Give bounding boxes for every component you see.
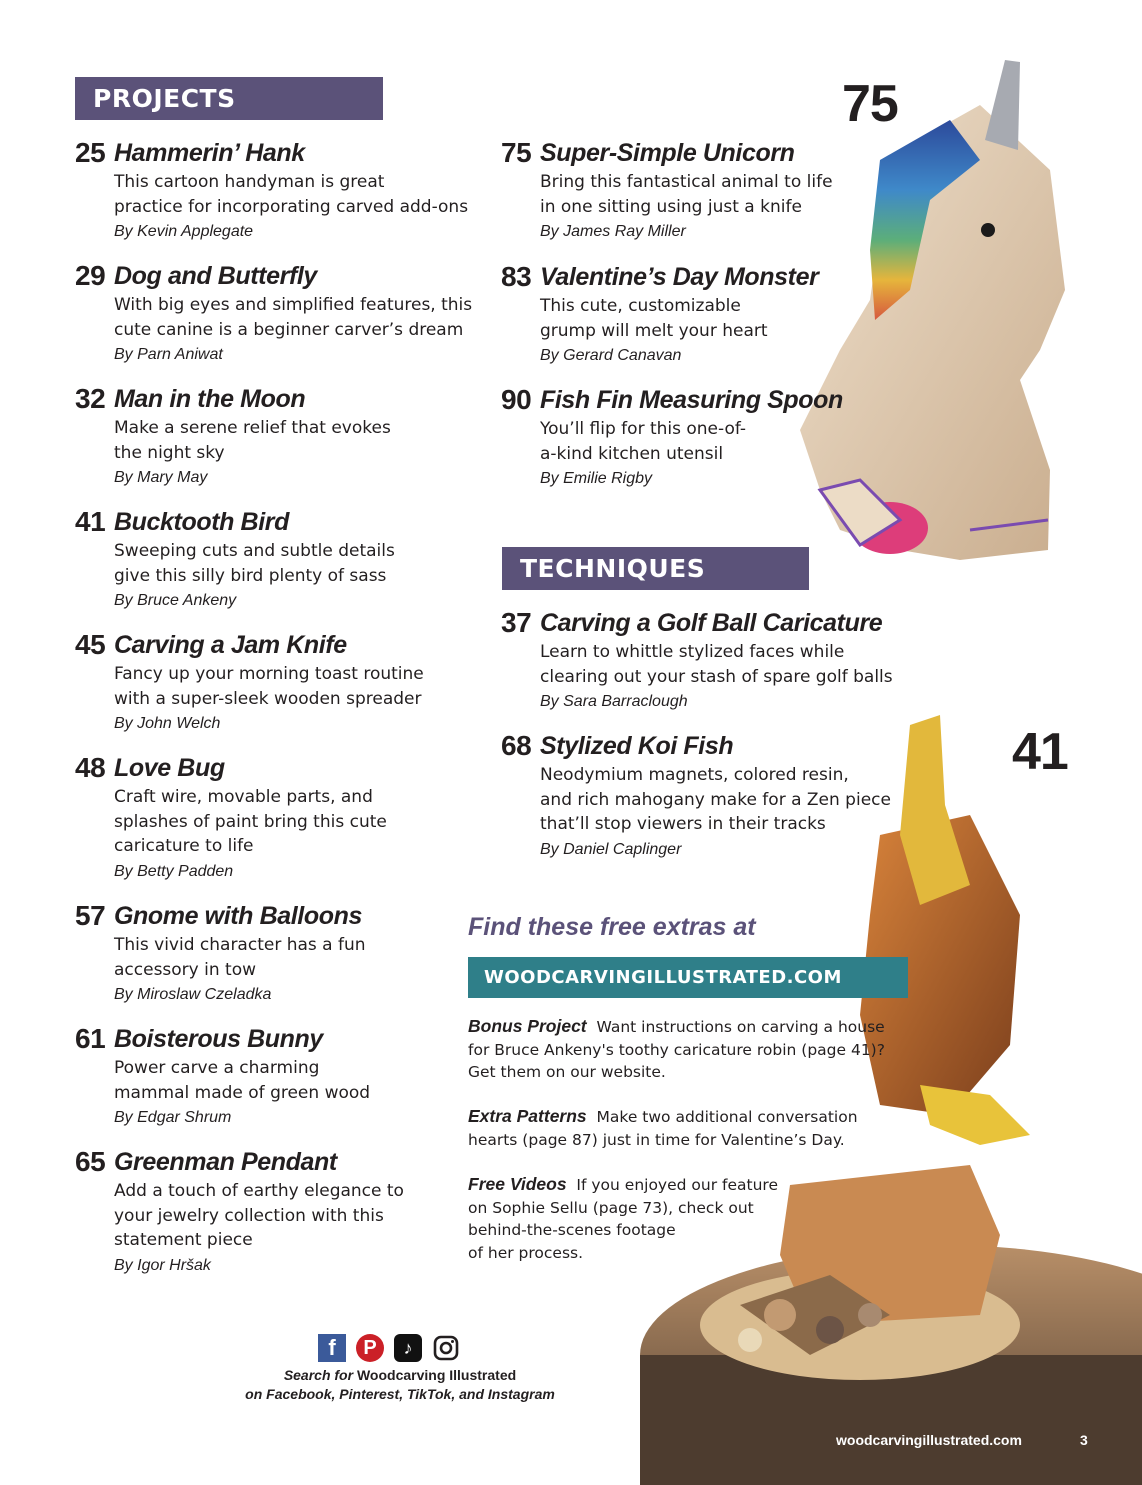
toc-entry[interactable]: [501, 729, 901, 862]
toc-entry[interactable]: [75, 628, 485, 736]
toc-entry[interactable]: [501, 606, 901, 714]
toc-description: Learn to whittle stylized faces while clearing out your stash of spare golf balls: [540, 642, 893, 687]
toc-entry[interactable]: [501, 260, 901, 368]
social-brand: Woodcarving Illustrated: [356, 1367, 517, 1383]
toc-title: Hammerin’ Hank: [114, 139, 305, 167]
toc-byline: By Emilie Rigby: [540, 470, 653, 487]
toc-title: Carving a Jam Knife: [114, 631, 347, 659]
toc-entry-head: [501, 383, 901, 417]
toc-description: Neodymium magnets, colored resin, and rich mahogany make for a Zen piece that’ll stop viewers in their tracks: [540, 765, 891, 834]
toc-page-number: 68: [501, 730, 532, 761]
toc-entry-head: [75, 899, 485, 933]
toc-page-number: 29: [75, 260, 106, 291]
toc-entry-head: [75, 382, 485, 416]
bird-page-label: 41: [1012, 723, 1068, 781]
toc-entry-head: [75, 628, 485, 662]
toc-title: Fish Fin Measuring Spoon: [540, 386, 843, 414]
toc-description: Power carve a charming mammal made of green wood: [114, 1058, 371, 1103]
toc-description: Craft wire, movable parts, and splashes of paint bring this cute caricature to life: [114, 787, 387, 856]
toc-entry-head: [501, 260, 901, 294]
toc-page-number: 48: [75, 752, 106, 783]
projects-header: PROJECTS: [75, 77, 383, 120]
toc-entry-head: [75, 505, 485, 539]
techniques-header: TECHNIQUES: [502, 547, 809, 590]
toc-byline: By Igor Hršak: [114, 1256, 211, 1274]
toc-page-number: 75: [501, 137, 532, 168]
toc-entry-head: [75, 1145, 485, 1179]
toc-byline: By Miroslaw Czeladka: [114, 986, 272, 1003]
toc-title: Gnome with Balloons: [114, 902, 362, 930]
toc-page-number: 90: [501, 384, 532, 415]
toc-entry[interactable]: [75, 1022, 485, 1130]
toc-title: Bucktooth Bird: [114, 508, 289, 536]
toc-title: Boisterous Bunny: [114, 1025, 323, 1053]
unicorn-page-label: 75: [842, 75, 898, 133]
toc-description: Bring this fantastical animal to life in one sitting using just a knife: [540, 172, 833, 217]
toc-page-number: 57: [75, 900, 106, 931]
toc-title: Carving a Golf Ball Caricature: [540, 609, 883, 637]
extra-text: Make two additional conversation hearts (page 87) just in time for Valentine’s Day.: [468, 1108, 858, 1149]
social-search-for: Search for: [283, 1367, 354, 1383]
toc-byline: By Kevin Applegate: [114, 223, 254, 240]
toc-byline: By John Welch: [114, 715, 221, 732]
toc-entry[interactable]: [75, 899, 485, 1007]
toc-entry[interactable]: [501, 383, 901, 491]
toc-entry-head: [501, 136, 901, 170]
toc-description: Add a touch of earthy elegance to your jewelry collection with this statement piece: [114, 1181, 404, 1250]
toc-byline: By Mary May: [114, 469, 208, 486]
toc-byline: By Bruce Ankeny: [114, 592, 237, 609]
toc-entry[interactable]: [75, 382, 485, 490]
toc-description: You’ll flip for this one-of- a-kind kitchen utensil: [540, 419, 747, 464]
toc-byline: By Parn Aniwat: [114, 346, 223, 363]
extras-title: Find these free extras at: [468, 913, 756, 941]
toc-page-number: 37: [501, 607, 532, 638]
facebook-icon[interactable]: f: [318, 1334, 346, 1362]
toc-entry-head: [501, 729, 901, 763]
toc-description: Fancy up your morning toast routine with a super-sleek wooden spreader: [114, 664, 424, 709]
toc-title: Dog and Butterfly: [114, 262, 317, 290]
extra-label: Free Videos: [468, 1174, 567, 1194]
toc-entry-head: [75, 259, 485, 293]
toc-page-number: 65: [75, 1146, 106, 1177]
extra-label: Bonus Project: [468, 1016, 587, 1036]
toc-entry-head: [75, 751, 485, 785]
toc-title: Super-Simple Unicorn: [540, 139, 795, 167]
extra-bonus-project: [468, 1015, 898, 1084]
toc-page-number: 41: [75, 506, 106, 537]
toc-title: Stylized Koi Fish: [540, 732, 734, 760]
toc-page-number: 32: [75, 383, 106, 414]
toc-byline: By James Ray Miller: [540, 223, 686, 240]
toc-entry[interactable]: [501, 136, 901, 244]
toc-page-number: 61: [75, 1023, 106, 1054]
toc-byline: By Sara Barraclough: [540, 693, 688, 710]
toc-title: Love Bug: [114, 754, 225, 782]
extra-text: If you enjoyed our feature on Sophie Sellu (page 73), check out behind-the-scenes footage of her process.: [468, 1176, 778, 1262]
toc-page-number: 45: [75, 629, 106, 660]
toc-title: Man in the Moon: [114, 385, 306, 413]
instagram-icon[interactable]: [432, 1334, 460, 1362]
toc-entry[interactable]: [75, 259, 485, 367]
pinterest-icon[interactable]: P: [356, 1334, 384, 1362]
toc-entry-head: [501, 606, 901, 640]
social-platforms: on Facebook, Pinterest, TikTok, and Instagram: [245, 1386, 555, 1402]
page-number: 3: [1080, 1432, 1088, 1448]
toc-description: This vivid character has a fun accessory in tow: [114, 935, 366, 980]
toc-description: With big eyes and simplified features, this cute canine is a beginner carver’s dream: [114, 295, 473, 340]
website-link[interactable]: WOODCARVINGILLUSTRATED.COM: [468, 957, 908, 998]
toc-entry-head: [75, 1022, 485, 1056]
extra-free-videos: [468, 1173, 798, 1264]
toc-byline: By Daniel Caplinger: [540, 840, 682, 858]
tiktok-icon[interactable]: ♪: [394, 1334, 422, 1362]
toc-page-number: 25: [75, 137, 106, 168]
extra-text: Want instructions on carving a house for Bruce Ankeny's toothy caricature robin (page 41)? Get them on our website.: [468, 1018, 885, 1081]
toc-byline: By Betty Padden: [114, 862, 234, 880]
toc-entry[interactable]: [75, 136, 485, 244]
toc-title: Greenman Pendant: [114, 1148, 337, 1176]
toc-entry[interactable]: [75, 751, 485, 884]
toc-description: This cute, customizable grump will melt your heart: [540, 296, 768, 341]
toc-entry[interactable]: [75, 505, 485, 613]
toc-page-number: 83: [501, 261, 532, 292]
toc-description: Sweeping cuts and subtle details give this silly bird plenty of sass: [114, 541, 395, 586]
toc-description: Make a serene relief that evokes the night sky: [114, 418, 391, 463]
toc-byline: By Edgar Shrum: [114, 1109, 232, 1126]
extra-label: Extra Patterns: [468, 1106, 587, 1126]
toc-byline: By Gerard Canavan: [540, 347, 682, 364]
toc-entry[interactable]: [75, 1145, 485, 1278]
extra-patterns: [468, 1105, 898, 1151]
toc-title: Valentine’s Day Monster: [540, 263, 819, 291]
social-icons: [318, 1334, 460, 1362]
toc-description: This cartoon handyman is great practice for incorporating carved add-ons: [114, 172, 469, 217]
social-caption: [200, 1366, 600, 1404]
footer-url[interactable]: woodcarvingillustrated.com: [836, 1432, 1022, 1448]
toc-entry-head: [75, 136, 485, 170]
